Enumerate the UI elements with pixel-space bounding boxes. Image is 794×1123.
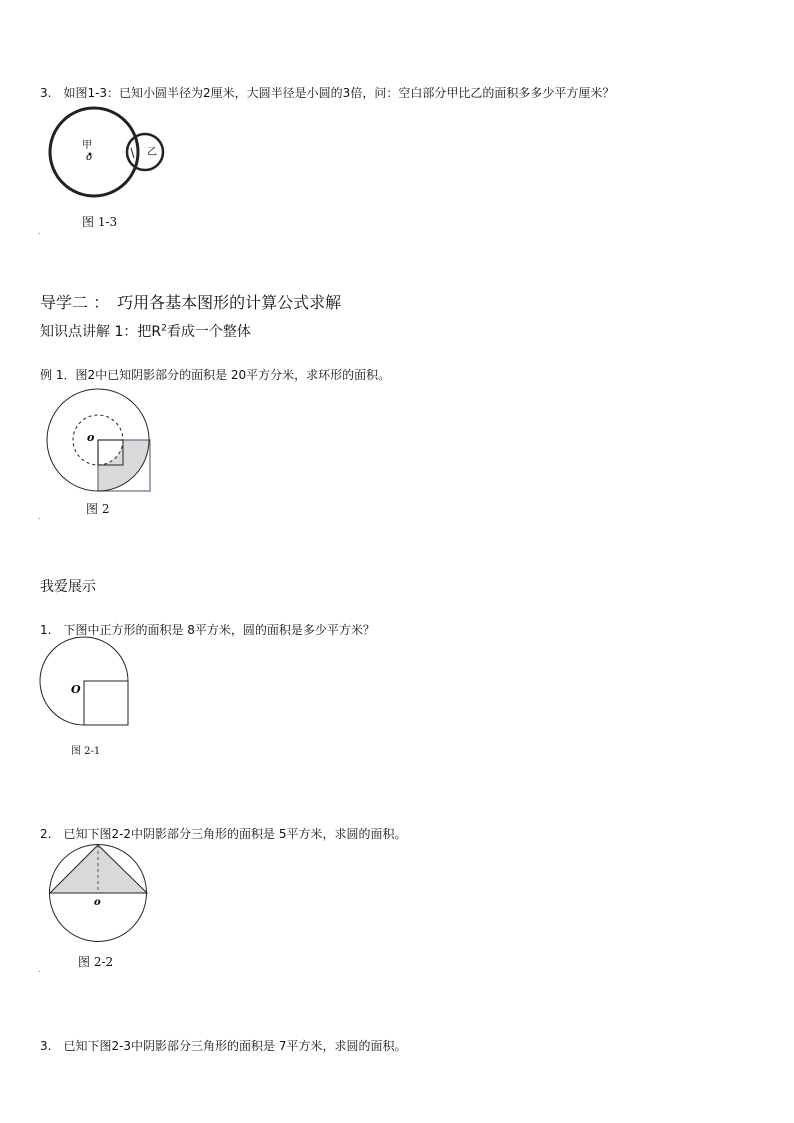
- problem-2-text: 2. 已知下图2-2中阴影部分三角形的面积是 5平方米，求圆的面积。: [40, 827, 407, 841]
- problem-3-text: 3. 如图1-3：已知小圆半径为2厘米，大圆半径是小圆的3倍，问：空白部分甲比乙的面积多多少平方厘米？: [40, 86, 615, 100]
- figure-2-caption: 图 2: [86, 502, 110, 516]
- label-jia: 甲: [82, 140, 92, 151]
- subheading-superscript: 2: [161, 323, 167, 334]
- figure-2-1-caption: 图 2-1: [71, 746, 101, 757]
- label-o: o: [94, 897, 101, 908]
- label-o: o: [86, 152, 93, 163]
- paragraph-mark: .: [38, 965, 41, 974]
- paragraph-mark: .: [38, 227, 41, 236]
- subheading-suffix: 看成一个整体: [166, 324, 251, 340]
- figure-2-2-caption: 图 2-2: [78, 955, 114, 969]
- example-1-text: 例 1．图2中已知阴影部分的面积是 20平方分米，求环形的面积。: [40, 368, 391, 382]
- problem-3b-text: 3. 已知下图2-3中阴影部分三角形的面积是 7平方米，求圆的面积。: [40, 1039, 407, 1053]
- paragraph-mark: .: [38, 512, 41, 521]
- label-o: o: [87, 431, 95, 444]
- section-heading-showcase: 我爱展示: [40, 579, 96, 595]
- problem-1-text: 1. 下图中正方形的面积是 8平方米，圆的面积是多少平方米？: [40, 623, 375, 637]
- subheading-prefix: 知识点讲解 1：把R: [40, 324, 162, 340]
- figure-1-3-caption: 图 1-3: [82, 215, 118, 229]
- label-yi: 乙: [147, 147, 157, 158]
- label-o: O: [71, 683, 81, 696]
- section-heading-daoxue2: 导学二 ： 巧用各基本图形的计算公式求解: [40, 293, 342, 312]
